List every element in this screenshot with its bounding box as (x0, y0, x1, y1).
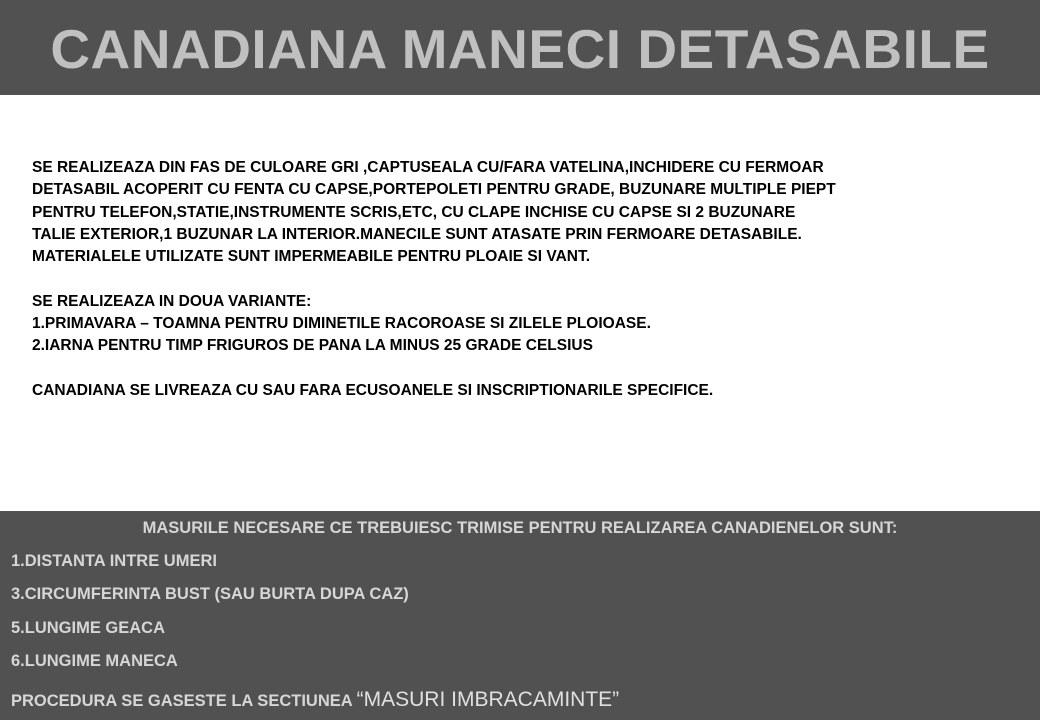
paragraph-gap (32, 268, 1022, 290)
measurement-item: 1.DISTANTA INTRE UMERI (11, 552, 217, 570)
measurement-item: 6.LUNGIME MANECA (11, 652, 178, 670)
variant-winter: 2.IARNA PENTRU TIMP FRIGUROS DE PANA LA MINUS 25 GRADE CELSIUS (32, 337, 593, 355)
measurement-item: 3.CIRCUMFERINTA BUST (SAU BURTA DUPA CAZ) (11, 585, 409, 603)
variants-intro: SE REALIZEAZA IN DOUA VARIANTE: (32, 292, 312, 310)
description-line: TALIE EXTERIOR,1 BUZUNAR LA INTERIOR.MANECILE SUNT ATASATE PRIN FERMOARE DETASABILE. (32, 225, 802, 243)
description-line: SE REALIZEAZA DIN FAS DE CULOARE GRI ,CAPTUSEALA CU/FARA VATELINA,INCHIDERE CU FERMOAR (32, 159, 824, 176)
procedure-prefix: PROCEDURA SE GASESTE LA SECTIUNEA (11, 692, 353, 710)
variant-spring-autumn: 1.PRIMAVARA – TOAMNA PENTRU DIMINETILE RACOROASE SI ZILELE PLOIOASE. (32, 315, 651, 333)
page-title: CANADIANA MANECI DETASABILE (50, 18, 990, 80)
measurements-panel (0, 511, 1040, 720)
description-line: DETASABIL ACOPERIT CU FENTA CU CAPSE,PORTEPOLETI PENTRU GRADE, BUZUNARE MULTIPLE PIEPT (32, 181, 836, 199)
procedure-section-link: “MASURI IMBRACAMINTE” (356, 688, 620, 711)
product-description (32, 157, 1022, 402)
measurements-title: MASURILE NECESARE CE TREBUIESC TRIMISE PENTRU REALIZAREA CANADIENELOR SUNT: (142, 519, 898, 537)
description-line: PENTRU TELEFON,STATIE,INSTRUMENTE SCRIS,ETC, CU CLAPE INCHISE CU CAPSE SI 2 BUZUNARE (32, 203, 796, 221)
procedure-note (11, 687, 619, 714)
measurement-item: 5.LUNGIME GEACA (11, 619, 166, 637)
delivery-note: CANADIANA SE LIVREAZA CU SAU FARA ECUSOANELE SI INSCRIPTIONARILE SPECIFICE. (32, 381, 714, 399)
description-line: MATERIALELE UTILIZATE SUNT IMPERMEABILE PENTRU PLOAIE SI VANT. (32, 248, 591, 266)
paragraph-gap (32, 358, 1022, 380)
header-banner (0, 0, 1040, 95)
